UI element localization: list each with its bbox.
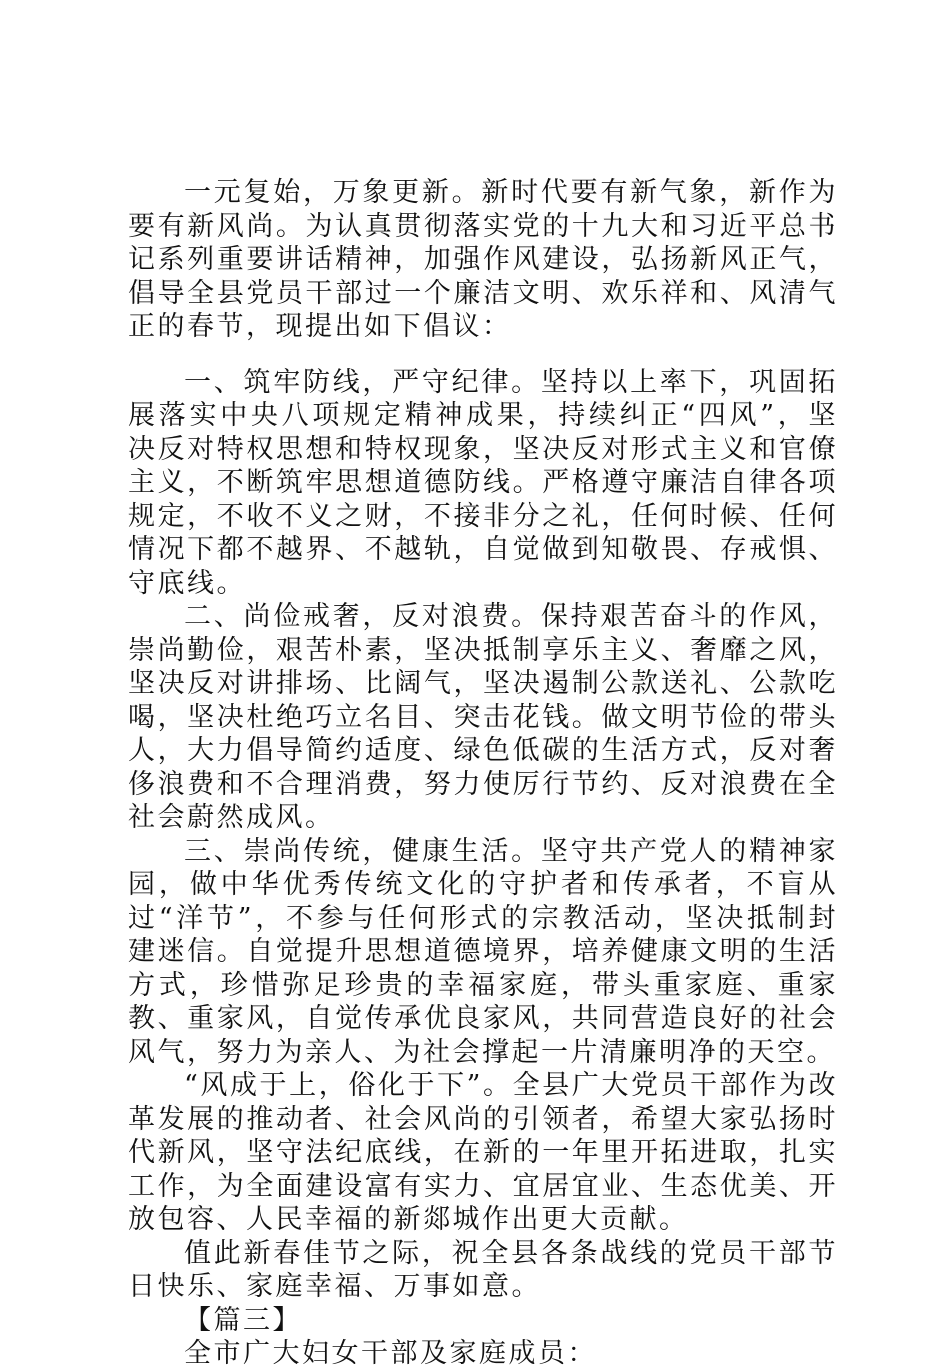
intro-paragraph: 一元复始，万象更新。新时代要有新气象，新作为要有新风尚。为认真贯彻落实党的十九大和习近平总书记系列重要讲话精神，加强作风建设，弘扬新风正气，倡导全县党员干部过一个廉洁文明、欢乐祥和、风清气正的春节，现提出如下倡议： [128, 177, 838, 342]
salutation-paragraph: 全市广大妇女干部及家庭成员： [184, 1338, 597, 1369]
section-heading: 【篇三】 [184, 1304, 302, 1336]
proposal-one-paragraph: 一、筑牢防线，严守纪律。坚持以上率下，巩固拓展落实中央八项规定精神成果，持续纠正“四风”，坚决反对特权思想和特权现象，坚决反对形式主义和官僚主义，不断筑牢思想道德防线。严格遵守廉洁自律各项规定，不收不义之财，不接非分之礼，任何时候、任何情况下都不越界、不越轨，自觉做到知敬畏、存戒惧、守底线。 [128, 366, 838, 599]
proposal-two-paragraph: 二、尚俭戒奢，反对浪费。保持艰苦奋斗的作风，崇尚勤俭，艰苦朴素，坚决抵制享乐主义、奢靡之风，坚决反对讲排场、比阔气，坚决遏制公款送礼、公款吃喝，坚决杜绝巧立名目、突击花钱。做文明节俭的带头人，大力倡导简约适度、绿色低碳的生活方式，反对奢侈浪费和不合理消费，努力使厉行节约、反对浪费在全社会蔚然成风。 [128, 601, 838, 833]
paragraph-gap [128, 344, 838, 366]
greeting-paragraph: 值此新春佳节之际，祝全县各条战线的党员干部节日快乐、家庭幸福、万事如意。 [128, 1237, 838, 1302]
document-body [128, 176, 838, 1371]
proposal-three-paragraph: 三、崇尚传统，健康生活。坚守共产党人的精神家园，做中华优秀传统文化的守护者和传承者，不盲从过“洋节”，不参与任何形式的宗教活动，坚决抵制封建迷信。自觉提升思想道德境界，培养健康文明的生活方式，珍惜弥足珍贵的幸福家庭，带头重家庭、重家教、重家风，自觉传承优良家风，共同营造良好的社会风气，努力为亲人、为社会撑起一片清廉明净的天空。 [128, 835, 838, 1068]
closing-paragraph: “风成于上，俗化于下”。全县广大党员干部作为改革发展的推动者、社会风尚的引领者，希望大家弘扬时代新风，坚守法纪底线，在新的一年里开拓进取，扎实工作，为全面建设富有实力、宜居宜业、生态优美、开放包容、人民幸福的新郯城作出更大贡献。 [128, 1070, 838, 1235]
